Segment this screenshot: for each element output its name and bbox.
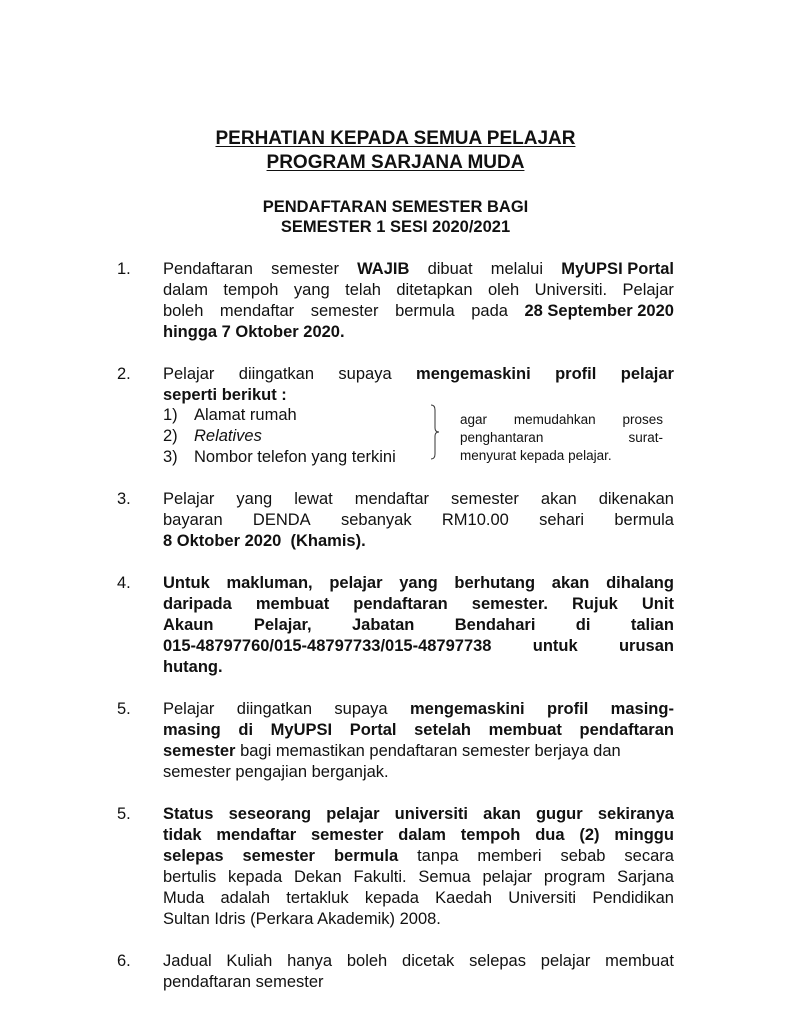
word: urusan xyxy=(618,637,674,655)
word: Pelajar xyxy=(163,490,215,508)
word: akan xyxy=(540,490,577,508)
word: diingatkan xyxy=(236,700,312,718)
word: selepas xyxy=(469,952,526,970)
item-4-line-3 xyxy=(163,615,674,636)
note-line-3: menyurat kepada pelajar. xyxy=(460,448,612,463)
word: sebab xyxy=(560,847,606,865)
item-number: 3. xyxy=(117,490,131,508)
word: Semua xyxy=(418,868,471,886)
item-5-line-3 xyxy=(163,741,674,762)
word: Status xyxy=(163,805,214,823)
word: dalam xyxy=(163,281,208,299)
word: sekiranya xyxy=(597,805,674,823)
item-6-line-4 xyxy=(163,867,674,888)
sub-item-number: 2) xyxy=(163,427,178,445)
word: semester xyxy=(271,260,339,278)
word: telah xyxy=(345,281,381,299)
word: di xyxy=(238,721,254,739)
word: Kuliah xyxy=(226,952,273,970)
word: tidak xyxy=(163,826,202,844)
item-6-line-5 xyxy=(163,888,674,909)
word: tanpa xyxy=(417,847,459,865)
item-6-line-1 xyxy=(163,804,674,825)
word: Muda xyxy=(163,889,205,907)
word: akan xyxy=(483,805,521,823)
item-number: 2. xyxy=(117,365,131,383)
word: pada xyxy=(471,302,508,320)
word: makluman, xyxy=(226,574,313,592)
word: dihalang xyxy=(606,574,674,592)
word: pendaftaran xyxy=(579,721,674,739)
word-emphasis: MyUPSI Portal xyxy=(561,260,674,278)
word: Kaedah xyxy=(435,889,493,907)
word: semester xyxy=(451,490,519,508)
item-6-line-6: Sultan Idris (Perkara Akademik) 2008. xyxy=(163,910,441,928)
word: semester xyxy=(310,302,379,320)
word: Jadual xyxy=(163,952,212,970)
item-5-line-1 xyxy=(163,699,674,720)
notice-title-line-2: PROGRAM SARJANA MUDA xyxy=(266,152,525,173)
word: bayaran xyxy=(163,511,223,529)
word: Dekan xyxy=(293,868,342,886)
word: Pendidikan xyxy=(592,889,674,907)
word: RM10.00 xyxy=(441,511,509,529)
word: semester xyxy=(310,826,384,844)
word: tempoh xyxy=(460,826,521,844)
word: Unit xyxy=(641,595,674,613)
sub-item-number: 1) xyxy=(163,406,178,424)
word: Untuk xyxy=(163,574,210,592)
notice-subtitle-line-2: SEMESTER 1 SESI 2020/2021 xyxy=(280,218,511,236)
item-4-line-5: hutang. xyxy=(163,658,223,676)
word: Rujuk xyxy=(571,595,618,613)
word: membuat xyxy=(605,952,674,970)
word-emphasis: masing- xyxy=(610,700,674,718)
word: semester. xyxy=(471,595,548,613)
word-emphasis: mengemaskini xyxy=(416,365,531,383)
word-emphasis: WAJIB xyxy=(357,260,410,278)
word-emphasis: pelajar xyxy=(620,365,674,383)
word: dalam xyxy=(398,826,446,844)
word: yang xyxy=(399,574,438,592)
right-brace-icon xyxy=(430,404,440,460)
item-6-line-2 xyxy=(163,825,674,846)
word: Pelajar xyxy=(163,700,215,718)
word: Pendaftaran xyxy=(163,260,253,278)
word: akan xyxy=(551,574,590,592)
sub-item-text: Relatives xyxy=(194,427,262,445)
item-2-line-1 xyxy=(163,364,674,385)
word-emphasis: selepas xyxy=(163,847,224,865)
word: pelajar xyxy=(482,868,533,886)
word: gugur xyxy=(535,805,583,823)
item-2-line-2: seperti berikut : xyxy=(163,386,287,404)
item-3-line-2 xyxy=(163,510,674,531)
word: Bendahari xyxy=(454,616,536,634)
word: kepada xyxy=(364,889,419,907)
word: oleh xyxy=(487,281,520,299)
word: surat- xyxy=(628,430,663,445)
word: supaya xyxy=(338,365,392,383)
word-emphasis: bermula xyxy=(333,847,399,865)
word: setelah xyxy=(414,721,471,739)
item-4-line-4 xyxy=(163,636,674,657)
word: Portal xyxy=(349,721,397,739)
word: melalui xyxy=(490,260,544,278)
word: membuat xyxy=(255,595,330,613)
word: penghantaran xyxy=(460,430,544,445)
word: Pelajar xyxy=(163,365,215,383)
item-3-line-3: 8 Oktober 2020 (Khamis). xyxy=(163,532,366,550)
word: Universiti. xyxy=(534,281,608,299)
word: pelajar xyxy=(540,952,591,970)
word: talian xyxy=(630,616,674,634)
word: MyUPSI xyxy=(270,721,333,739)
word: masing xyxy=(163,721,221,739)
notice-subtitle-line-1: PENDAFTARAN SEMESTER BAGI xyxy=(262,198,529,216)
word: tempoh xyxy=(223,281,279,299)
word: Pelajar, xyxy=(253,616,312,634)
word: adalah xyxy=(220,889,271,907)
word: mendaftar xyxy=(216,826,297,844)
word: secara xyxy=(624,847,674,865)
word: sebanyak xyxy=(340,511,412,529)
item-4-line-1 xyxy=(163,573,674,594)
profile-sub-item xyxy=(163,426,262,447)
note-line-1 xyxy=(460,410,663,429)
word-emphasis: semester xyxy=(242,847,315,865)
word: lewat xyxy=(294,490,333,508)
word: tertakluk xyxy=(286,889,349,907)
word: sehari xyxy=(539,511,585,529)
word: Pelajar xyxy=(622,281,674,299)
sub-item-number: 3) xyxy=(163,448,178,466)
word: pendaftaran xyxy=(353,595,448,613)
word: boleh xyxy=(346,952,388,970)
sub-item-text: Nombor telefon yang terkini xyxy=(194,448,396,466)
word: untuk xyxy=(532,637,578,655)
item-number: 5. xyxy=(117,700,131,718)
word: ditetapkan xyxy=(396,281,473,299)
word: program xyxy=(543,868,606,886)
item-3-line-1 xyxy=(163,489,674,510)
word: proses xyxy=(622,412,663,427)
item-number: 4. xyxy=(117,574,131,592)
item-5-line-2 xyxy=(163,720,674,741)
word: di xyxy=(575,616,591,634)
word: bermula xyxy=(395,302,455,320)
word: diingatkan xyxy=(238,365,315,383)
word: Universiti xyxy=(508,889,577,907)
item-1-line-4: hingga 7 Oktober 2020. xyxy=(163,323,345,341)
profile-sub-item xyxy=(163,405,297,426)
word: pelajar xyxy=(326,805,380,823)
word: Fakulti. xyxy=(353,868,407,886)
item-5-line-4: semester pengajian berganjak. xyxy=(163,763,389,781)
word: membuat xyxy=(488,721,562,739)
word: dikenakan xyxy=(598,490,674,508)
word: agar xyxy=(460,412,488,427)
word: supaya xyxy=(334,700,388,718)
word: minggu xyxy=(614,826,674,844)
word-emphasis: mengemaskini xyxy=(410,700,525,718)
word: Sarjana xyxy=(617,868,674,886)
word: seseorang xyxy=(228,805,312,823)
word-emphasis: 28 September 2020 xyxy=(524,302,674,320)
word: Jabatan xyxy=(352,616,415,634)
word: boleh xyxy=(163,302,204,320)
word: berhutang xyxy=(454,574,536,592)
word: bermula xyxy=(614,511,674,529)
word: mendaftar xyxy=(354,490,430,508)
item-1-line-3 xyxy=(163,301,674,322)
word: memudahkan xyxy=(513,412,596,427)
word: memberi xyxy=(477,847,542,865)
word: dibuat xyxy=(427,260,473,278)
item-7-line-2: pendaftaran semester xyxy=(163,973,324,991)
word: hanya xyxy=(287,952,333,970)
phone-numbers: 015-48797760/015-48797733/015-48797738 xyxy=(163,637,492,655)
word-emphasis: profil xyxy=(547,700,589,718)
word-emphasis: profil xyxy=(555,365,597,383)
word: yang xyxy=(293,281,330,299)
item-1-line-1 xyxy=(163,259,674,280)
item-number: 1. xyxy=(117,260,131,278)
word: universiti xyxy=(394,805,469,823)
word: kepada xyxy=(228,868,283,886)
word: (2) xyxy=(579,826,600,844)
item-4-line-2 xyxy=(163,594,674,615)
word: DENDA xyxy=(252,511,311,529)
item-7-line-1 xyxy=(163,951,674,972)
word-run: bagi memastikan pendaftaran semester berjaya dan xyxy=(240,742,621,760)
sub-item-text: Alamat rumah xyxy=(194,406,297,424)
word: dua xyxy=(535,826,565,844)
note-line-2 xyxy=(460,428,663,447)
item-number: 5. xyxy=(117,805,131,823)
item-6-line-3 xyxy=(163,846,674,867)
item-number: 6. xyxy=(117,952,131,970)
word: pelajar xyxy=(329,574,383,592)
word: bertulis xyxy=(163,868,217,886)
word: Akaun xyxy=(163,616,214,634)
word: dicetak xyxy=(402,952,455,970)
item-1-line-2 xyxy=(163,280,674,301)
word: yang xyxy=(236,490,273,508)
profile-sub-item xyxy=(163,447,396,468)
word: mendaftar xyxy=(219,302,295,320)
notice-title-line-1: PERHATIAN KEPADA SEMUA PELAJAR xyxy=(215,128,576,149)
word: daripada xyxy=(163,595,232,613)
word-emphasis: semester xyxy=(163,742,236,760)
